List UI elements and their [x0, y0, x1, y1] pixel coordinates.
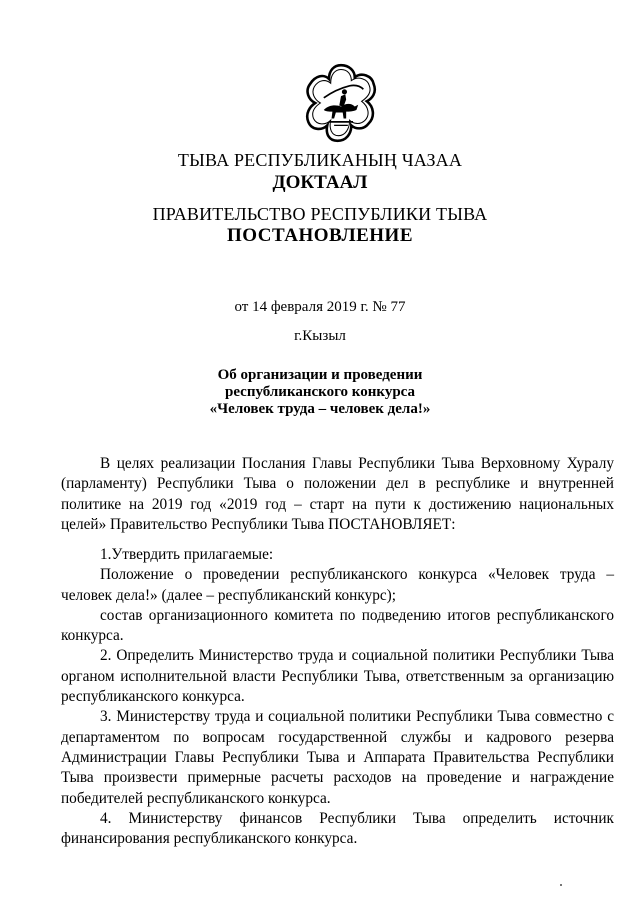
scan-speck [560, 884, 562, 886]
decree-title-line-1: Об организации и проведении [217, 367, 423, 383]
tuva-emblem-icon [298, 60, 384, 146]
clause-4: 4. Министерству финансов Республики Тыва определить источник финансирования республиканского конкурса. [61, 809, 614, 848]
tuva-decree-heading: ДОКТААЛ [272, 172, 368, 193]
clause-2: 2. Определить Министерство труда и социальной политики Республики Тыва органом исполнительной власти Республики Тыва, ответственным за организацию республиканского конкурса. [61, 647, 614, 706]
decree-preamble [61, 454, 614, 535]
russian-decree-heading: ПОСТАНОВЛЕНИЕ [226, 225, 414, 246]
decree-date-number: от 14 февраля 2019 г. № 77 [234, 299, 406, 315]
clause-3: 3. Министерству труда и социальной политики Республики Тыва совместно с департаментом по вопросам государственной службы и кадрового резерва Администрации Главы Республики Тыва и Аппарата Правительства Республики Тыва произвести примерные расчеты расходов на проведение и награждение победителей республиканского конкурса. [61, 708, 614, 807]
decree-city: г.Кызыл [294, 328, 346, 344]
decree-title-line-3: «Человек труда – человек дела!» [209, 401, 431, 417]
decree-title-line-2: республиканского конкурса [224, 384, 416, 400]
decree-clauses [61, 545, 614, 849]
russian-government-heading: ПРАВИТЕЛЬСТВО РЕСПУБЛИКИ ТЫВА [152, 204, 488, 224]
clause-1: 1.Утвердить прилагаемые: [100, 546, 274, 563]
decree-title [0, 367, 640, 418]
preamble-paragraph: В целях реализации Послания Главы Республики Тыва Верховному Хуралу (парламенту) Республики Тыва о положении дел в республике и внутренней политике на 2019 год «2019 год – старт на пути к достижению национальных целей» Правительство Республики Тыва ПОСТАНОВЛЯЕТ: [61, 455, 614, 533]
clause-1-item-2: состав организационного комитета по подведению итогов республиканского конкурса. [61, 606, 614, 645]
clause-1-item-1: Положение о проведении республиканского конкурса «Человек труда – человек дела!» (далее – республиканский конкурс); [61, 566, 614, 604]
tuva-government-heading: ТЫВА РЕСПУБЛИКАНЫҢ ЧАЗАА [177, 150, 463, 170]
